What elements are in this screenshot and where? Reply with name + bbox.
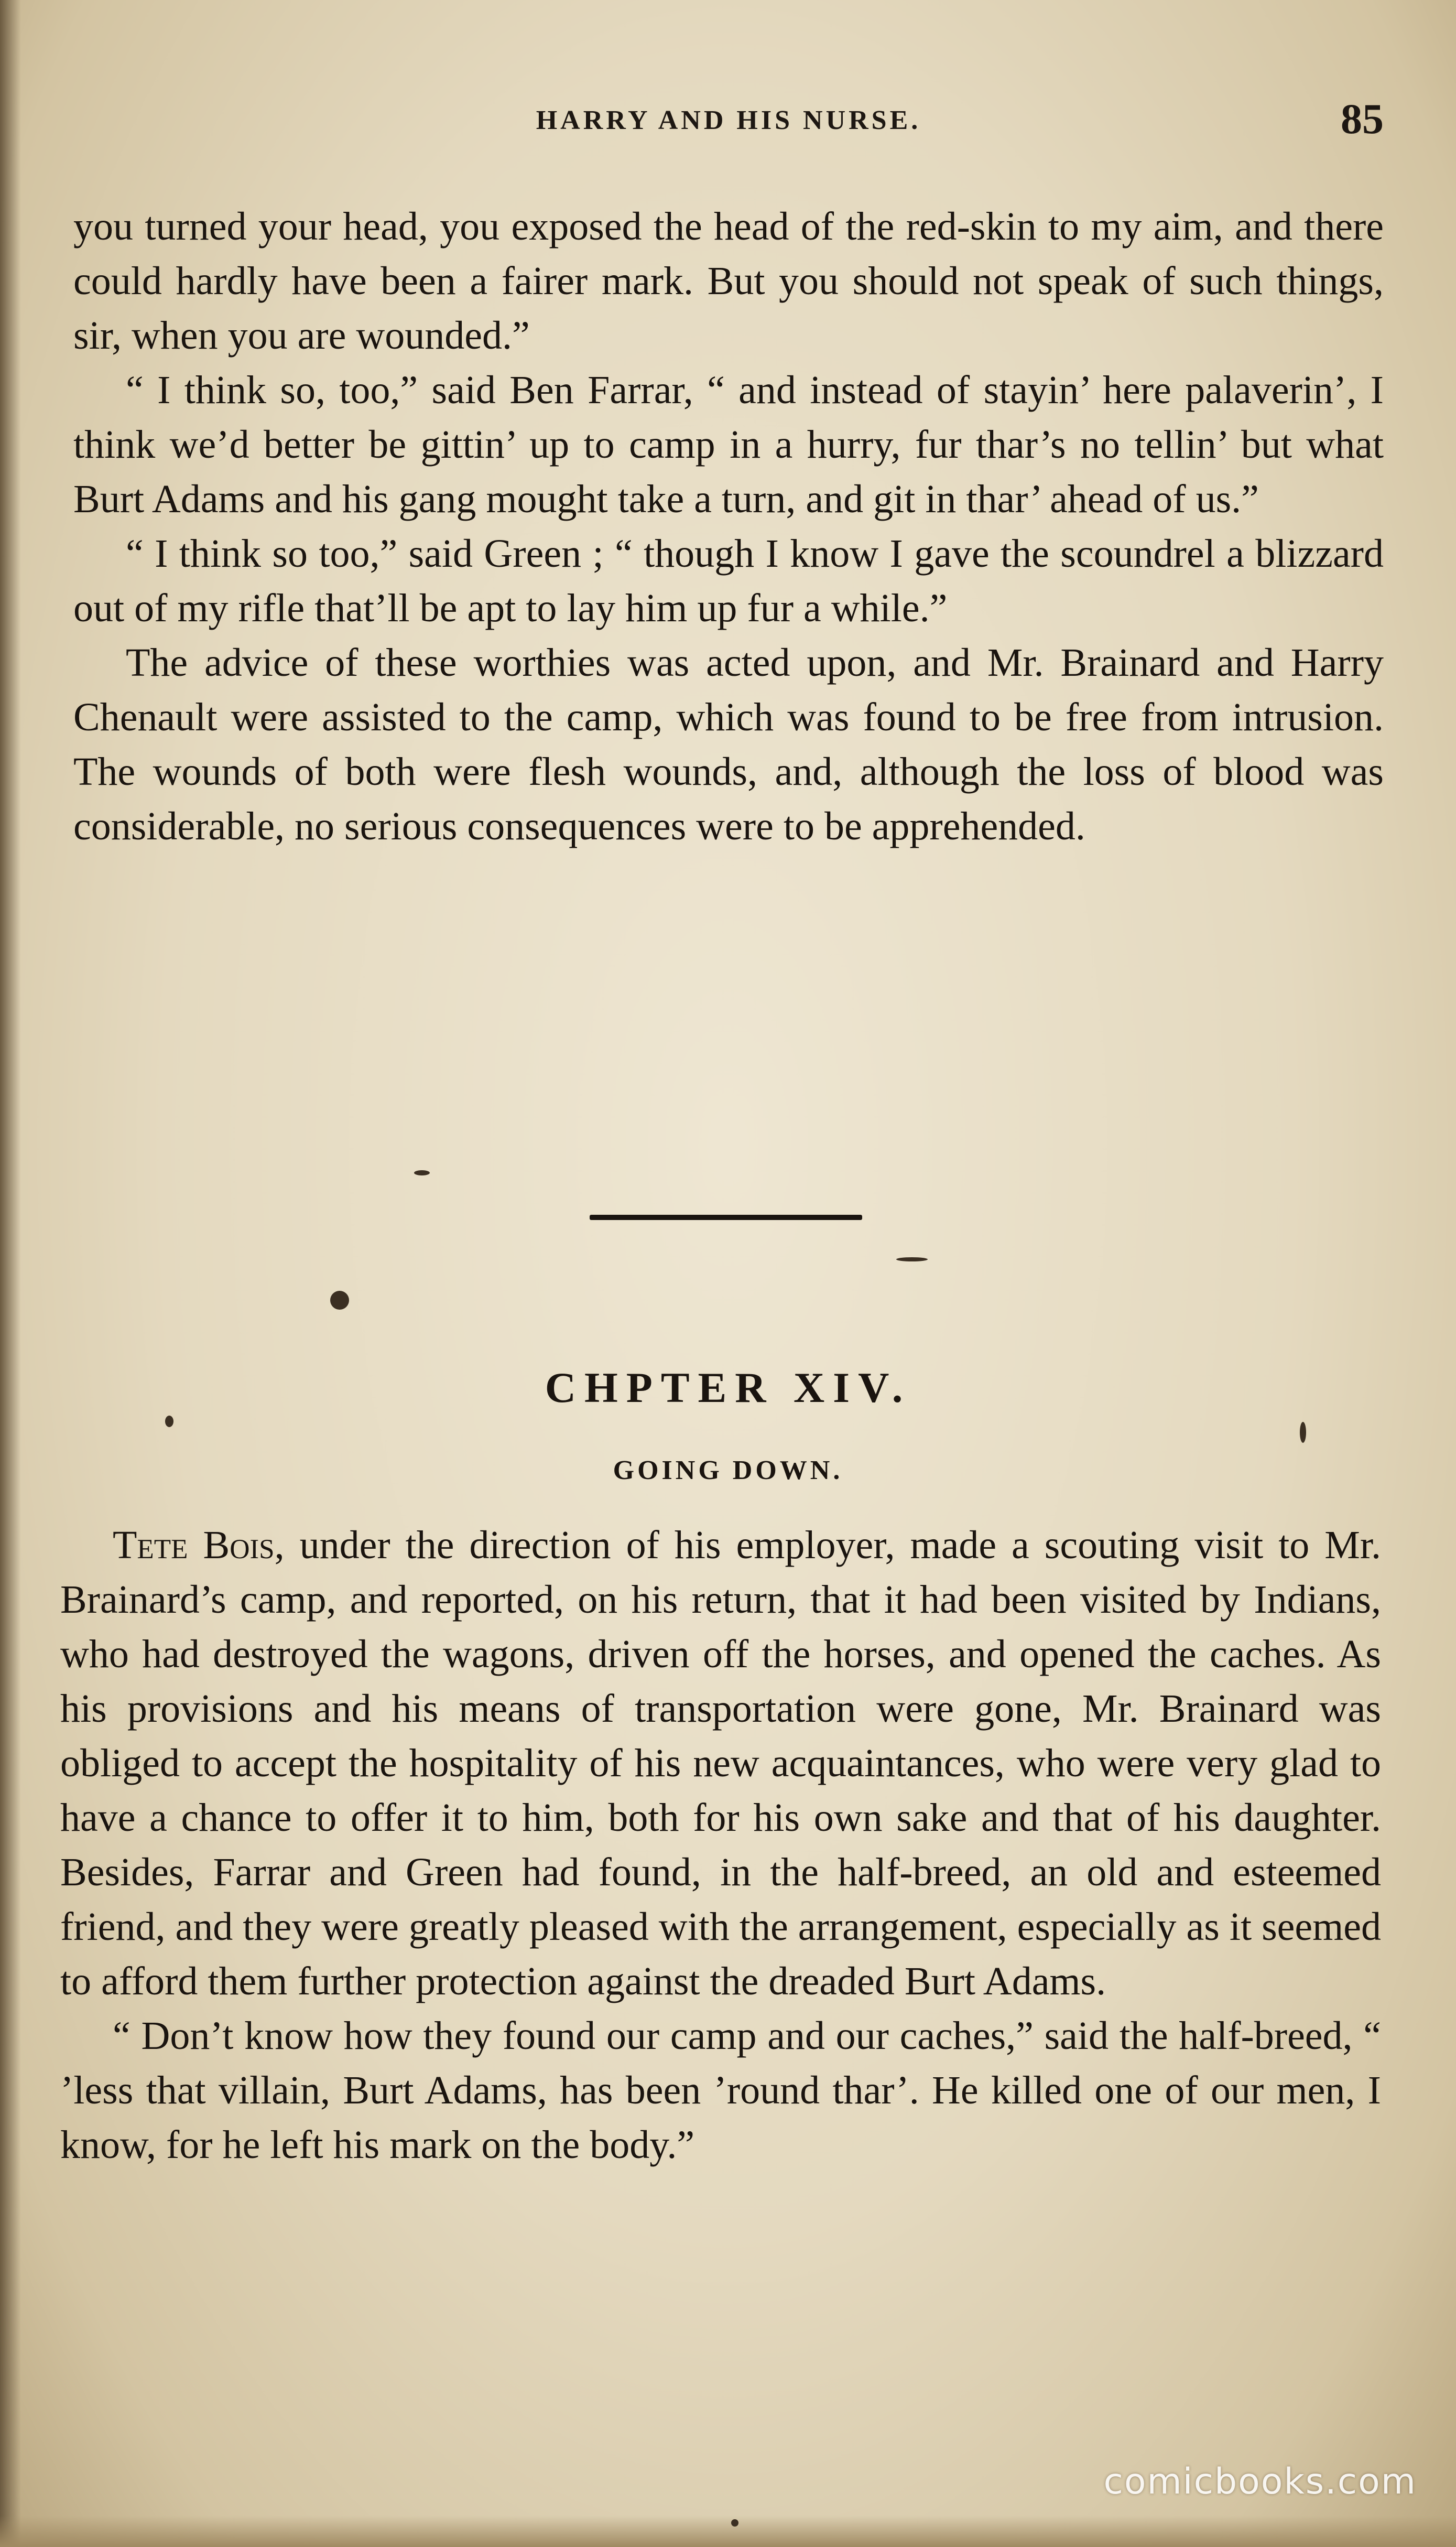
section-divider-rule bbox=[590, 1215, 862, 1220]
paragraph bbox=[60, 1518, 1381, 2009]
top-text-block bbox=[73, 199, 1384, 854]
paragraph: you turned your head, you exposed the head of the red-skin to my aim, and there could hardly have been a fairer mark. But you should not speak of such things, sir, when you are wounded.” bbox=[73, 204, 1384, 358]
chapter-text-block bbox=[60, 1518, 1381, 2172]
chapter-subtitle: GOING DOWN. bbox=[613, 1455, 843, 1485]
paragraph: “ I think so, too,” said Ben Farrar, “ and instead of stayin’ here palaverin’, I think we’d better be gittin’ up to camp in a hurry, fur thar’s no tellin’ but what Burt Adams and his gang mought take a turn, and git in thar’ ahead of us.” bbox=[73, 368, 1384, 521]
ink-speck bbox=[896, 1257, 928, 1261]
running-head bbox=[73, 94, 1384, 152]
ink-speck bbox=[731, 2519, 738, 2527]
running-title: HARRY AND HIS NURSE. bbox=[536, 105, 921, 135]
chapter-title: CHPTER XIV. bbox=[545, 1364, 911, 1411]
paragraph-body: , under the direction of his employer, made a scouting visit to Mr. Brainard’s camp, and reported, on his return, that it had been visited by Indians, who had destroyed the wagons, driven off the horses, and opened the caches. As his provisions and his means of transportation were gone, Mr. Brainard was obliged to accept the hospitality of his new acquaintances, who were very glad to have a chance to offer it to him, both for his own sake and that of his daughter. Besides, Farrar and Green had found, in the half-breed, an old and esteemed friend, and they were greatly pleased with the arrangement, especially as it seemed to afford them further protection against the dreaded Burt Adams. bbox=[60, 1523, 1381, 2003]
page-edge-shadow bbox=[0, 0, 21, 2547]
paragraph: “ Don’t know how they found our camp and our caches,” said the half-breed, “ ’less that villain, Burt Adams, has been ’round thar’. He killed one of our men, I know, for he left his mark on the body.” bbox=[60, 2014, 1381, 2167]
paragraph: “ I think so too,” said Green ; “ though I know I gave the scoundrel a blizzard out of my rifle that’ll be apt to lay him up fur a while.” bbox=[73, 532, 1384, 630]
ink-speck bbox=[165, 1416, 173, 1427]
ink-speck bbox=[1300, 1422, 1306, 1443]
page-bottom-shadow bbox=[0, 2516, 1456, 2547]
watermark: comicbooks.com bbox=[1103, 2461, 1417, 2502]
ink-speck bbox=[414, 1170, 430, 1175]
paragraph: The advice of these worthies was acted upon, and Mr. Brainard and Harry Chenault were assisted to the camp, which was found to be free from intrusion. The wounds of both were flesh wounds, and, although the loss of blood was considerable, no serious consequences were to be apprehended. bbox=[73, 641, 1384, 848]
chapter-lead-words: Tete Bois bbox=[113, 1523, 275, 1567]
ink-speck bbox=[330, 1291, 349, 1310]
page-number: 85 bbox=[1341, 95, 1384, 143]
